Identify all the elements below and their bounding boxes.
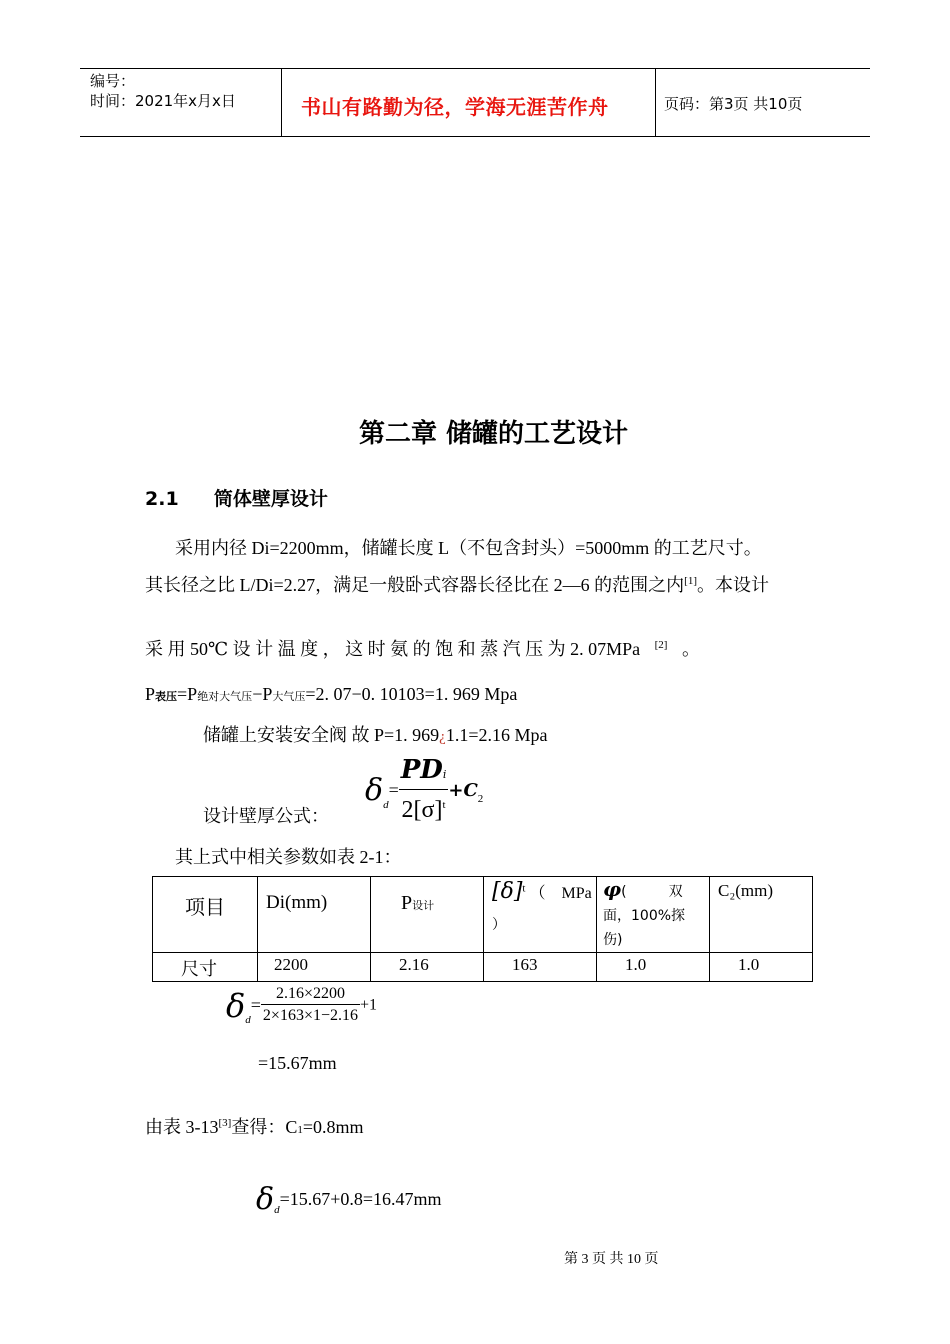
header-divider-1 bbox=[281, 68, 282, 136]
delta-subscript: d bbox=[383, 799, 389, 812]
header-p-text: P bbox=[401, 892, 413, 914]
pressure-abs-symbol: =P bbox=[177, 684, 198, 704]
calc-fraction bbox=[261, 984, 360, 1027]
final-thickness-text: =15.67+0.8=16.47mm bbox=[279, 1189, 442, 1209]
pressure-equation bbox=[145, 684, 517, 705]
temperature-text: 采 用 50℃ 设 计 温 度 ， 这 时 氨 的 饱 和 蒸 汽 压 为 2. 07MPa bbox=[145, 639, 641, 659]
value-cell-p bbox=[371, 953, 484, 982]
header-sigma-unit-close: ） bbox=[492, 918, 506, 933]
gauge-subscript: 表压 bbox=[155, 690, 178, 703]
header-phi-note-a: ( 双 bbox=[621, 884, 683, 900]
final-delta-symbol: δ bbox=[256, 1182, 275, 1217]
abs-subscript: 绝对大气压 bbox=[197, 691, 253, 703]
c1-lookup-line bbox=[145, 1113, 364, 1139]
wall-thickness-formula bbox=[365, 756, 483, 825]
value-phi: 1.0 bbox=[625, 955, 647, 974]
temperature-text-end: 。 bbox=[681, 639, 700, 659]
header-sigma-superscript: t bbox=[522, 882, 526, 895]
reference-3: [3] bbox=[218, 1117, 232, 1129]
atm-subscript: 大气压 bbox=[272, 691, 306, 703]
header-page-label: 页码：第3页 共10页 bbox=[664, 95, 803, 113]
header-item-text: 项目 bbox=[185, 897, 225, 919]
calc-denominator: 2×163×1−2.16 bbox=[262, 1007, 358, 1024]
pressure-atm-symbol: −P bbox=[252, 684, 273, 704]
header-divider-2 bbox=[655, 68, 656, 136]
header-sigma-unit: （ MPa bbox=[529, 885, 592, 902]
numerator-subscript: i bbox=[442, 768, 447, 781]
thickness-calculation bbox=[226, 984, 377, 1027]
paragraph-dimensions: 采用内径 Di=2200mm，储罐长度 L（不包含封头）=5000mm 的工艺尺寸。 bbox=[175, 538, 762, 558]
header-number-label: 编号： bbox=[90, 72, 136, 90]
calc-result: =15.67mm bbox=[258, 1053, 337, 1073]
multiply-glyph: ¿ bbox=[439, 729, 446, 745]
pressure-symbol: P bbox=[145, 684, 156, 704]
safety-valve-text: 储罐上安装安全阀 故 P=1. 969 bbox=[203, 725, 440, 745]
formula-label: 设计壁厚公式： bbox=[203, 806, 329, 826]
pressure-result: =2. 07−0. 10103=1. 969 Mpa bbox=[305, 684, 518, 704]
header-phi-note-b: 面，100%探 bbox=[603, 908, 686, 924]
calc-numerator: 2.16×2200 bbox=[261, 984, 360, 1005]
paragraph-ratio bbox=[145, 571, 769, 597]
page-footer: 第 3 页 共 10 页 bbox=[564, 1252, 659, 1267]
header-top-rule bbox=[80, 68, 870, 69]
formula-denominator bbox=[399, 790, 449, 825]
equals-sign: = bbox=[388, 780, 399, 800]
numerator-text: PD bbox=[400, 755, 443, 785]
c1-text-b: 查得：C bbox=[231, 1117, 298, 1137]
reference-2: [2] bbox=[654, 639, 668, 651]
header-cell-sigma bbox=[484, 877, 597, 953]
header-cell-di bbox=[258, 877, 371, 953]
table-row bbox=[153, 953, 813, 982]
value-p: 2.16 bbox=[399, 955, 429, 974]
header-date-label: 时间：2021年x月x日 bbox=[90, 92, 236, 110]
calc-delta-symbol: δ bbox=[226, 986, 246, 1025]
section-title: 筒体壁厚设计 bbox=[213, 488, 328, 510]
table-header-row bbox=[153, 877, 813, 953]
row-label-text: 尺寸 bbox=[181, 959, 217, 979]
value-cell-sigma bbox=[484, 953, 597, 982]
header-bottom-rule bbox=[80, 136, 870, 137]
section-heading bbox=[145, 484, 328, 511]
value-sigma: 163 bbox=[512, 955, 538, 974]
parameter-table bbox=[152, 876, 813, 982]
value-di: 2200 bbox=[274, 955, 308, 974]
c-subscript: 2 bbox=[477, 793, 484, 806]
safety-valve-line bbox=[203, 721, 548, 747]
row-label-cell bbox=[153, 953, 258, 982]
value-c2: 1.0 bbox=[738, 955, 760, 974]
value-cell-c2 bbox=[710, 953, 813, 982]
final-thickness bbox=[256, 1182, 442, 1217]
header-cell-p bbox=[371, 877, 484, 953]
c1-subscript: 1 bbox=[297, 1124, 303, 1136]
calc-plus-one: +1 bbox=[360, 996, 378, 1014]
header-phi-note-c: 伤) bbox=[603, 932, 623, 948]
header-p-subscript: 设计 bbox=[412, 900, 435, 912]
formula-numerator bbox=[399, 756, 449, 790]
calc-delta-subscript: d bbox=[245, 1014, 251, 1027]
value-cell-phi bbox=[597, 953, 710, 982]
header-phi-text: φ bbox=[603, 877, 622, 901]
chapter-title: 第二章 储罐的工艺设计 bbox=[359, 419, 629, 449]
denominator-text: 2[σ] bbox=[401, 797, 443, 823]
header-cell-phi bbox=[597, 877, 710, 953]
header-sigma-text: [δ] bbox=[492, 879, 523, 904]
formula-fraction bbox=[399, 756, 449, 825]
paragraph-temperature bbox=[145, 635, 700, 661]
header-cell-item bbox=[153, 877, 258, 953]
c1-text-c: =0.8mm bbox=[302, 1117, 364, 1137]
formula-plus-c: +C bbox=[448, 780, 478, 801]
table-intro: 其上式中相关参数如表 2-1： bbox=[175, 847, 402, 867]
c1-text-a: 由表 3-13 bbox=[145, 1117, 219, 1137]
ratio-text-end: 。本设计 bbox=[696, 575, 769, 595]
denominator-superscript: t bbox=[442, 799, 446, 811]
ratio-text: 其长径之比 L/Di=2.27，满足一般卧式容器长径比在 2—6 的范围之内 bbox=[145, 575, 685, 595]
delta-symbol: δ bbox=[365, 773, 384, 808]
header-c2-text: C₂(mm) bbox=[718, 881, 774, 900]
value-cell-di bbox=[258, 953, 371, 982]
reference-1: [1] bbox=[684, 575, 697, 587]
header-motto: 书山有路勤为径，学海无涯苦作舟 bbox=[301, 95, 609, 119]
header-cell-c2 bbox=[710, 877, 813, 953]
section-number: 2.1 bbox=[145, 488, 179, 510]
calc-equals: = bbox=[250, 995, 261, 1015]
final-delta-subscript: d bbox=[274, 1204, 280, 1217]
safety-valve-result: 1.1=2.16 Mpa bbox=[445, 725, 548, 745]
header-di-text: Di(mm) bbox=[266, 892, 328, 913]
